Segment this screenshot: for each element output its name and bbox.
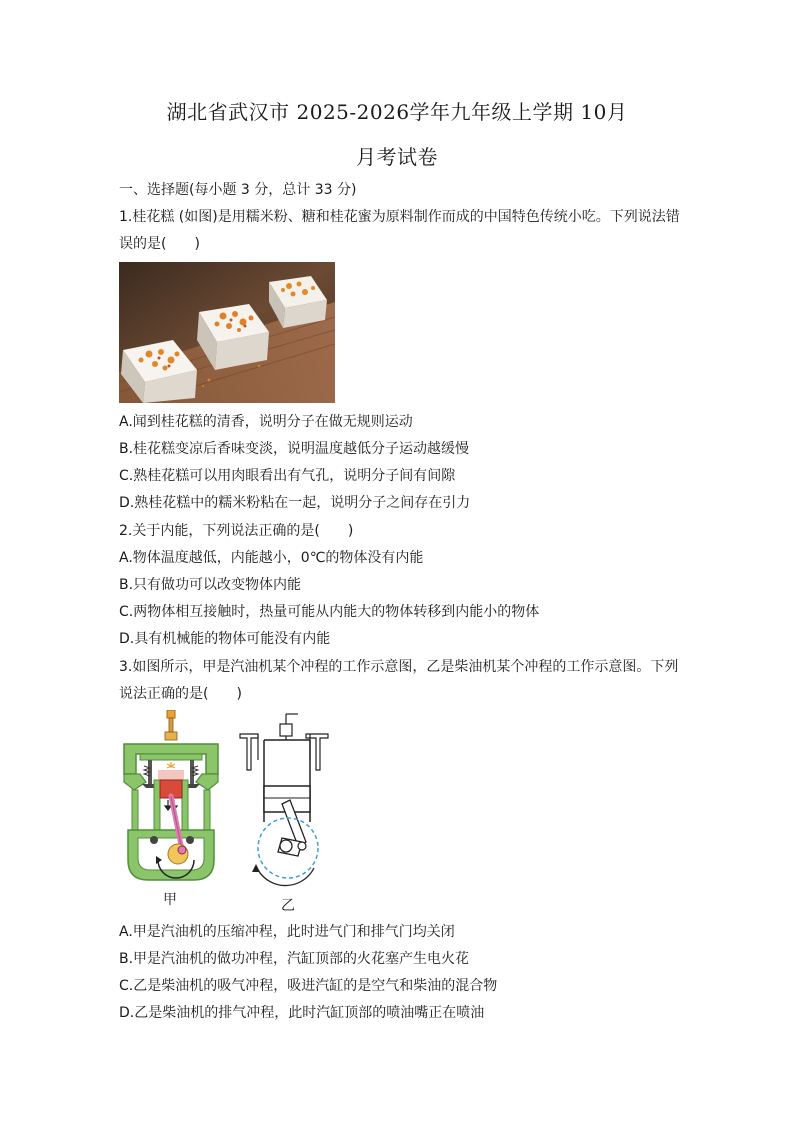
diesel-engine-diagram <box>236 710 332 888</box>
gasoline-engine-svg <box>118 710 224 882</box>
q2-stem: 2.关于内能，下列说法正确的是( ) <box>119 523 354 539</box>
q1-option-a: A.闻到桂花糕的清香，说明分子在做无规则运动 <box>119 414 413 430</box>
q1-option-b: B.桂花糕变凉后香味变淡，说明温度越低分子运动越缓慢 <box>119 441 470 457</box>
q2-option-b: B.只有做功可以改变物体内能 <box>119 577 302 593</box>
osmanthus-cake-image <box>119 262 335 403</box>
section-heading: 一、选择题(每小题 3 分，总计 33 分) <box>119 182 357 198</box>
q1-stem-line1: 1.桂花糕 (如图)是用糯米粉、糖和桂花蜜为原料制作而成的中国特色传统小吃。下列说法错 <box>119 209 680 225</box>
figure-label-jia: 甲 <box>163 892 177 908</box>
gasoline-engine-diagram <box>118 710 224 882</box>
exam-title-line2: 月考试卷 <box>356 145 438 169</box>
q1-option-d: D.熟桂花糕中的糯米粉粘在一起，说明分子之间存在引力 <box>119 495 471 511</box>
q3-stem-line2: 说法正确的是( ) <box>119 686 242 702</box>
q1-option-c: C.熟桂花糕可以用肉眼看出有气孔，说明分子间有间隙 <box>119 468 456 484</box>
q2-option-c: C.两物体相互接触时，热量可能从内能大的物体转移到内能小的物体 <box>119 604 540 620</box>
diesel-engine-svg <box>236 710 332 888</box>
q1-stem-line2: 误的是( ) <box>119 236 200 252</box>
q3-option-c: C.乙是柴油机的吸气冲程，吸进汽缸的是空气和柴油的混合物 <box>119 978 498 994</box>
q2-option-a: A.物体温度越低，内能越小，0℃的物体没有内能 <box>119 550 424 566</box>
q3-option-b: B.甲是汽油机的做功冲程，汽缸顶部的火花塞产生电火花 <box>119 951 470 967</box>
q3-stem-line1: 3.如图所示，甲是汽油机某个冲程的工作示意图，乙是柴油机某个冲程的工作示意图。下列 <box>119 659 679 675</box>
osmanthus-cake-photo <box>119 262 335 403</box>
q3-option-d: D.乙是柴油机的排气冲程，此时汽缸顶部的喷油嘴正在喷油 <box>119 1005 485 1021</box>
exam-title-line1: 湖北省武汉市 2025-2026学年九年级上学期 10月 <box>166 100 628 124</box>
q3-option-a: A.甲是汽油机的压缩冲程，此时进气门和排气门均关闭 <box>119 924 455 940</box>
q2-option-d: D.具有机械能的物体可能没有内能 <box>119 631 331 647</box>
figure-label-yi: 乙 <box>281 898 295 914</box>
